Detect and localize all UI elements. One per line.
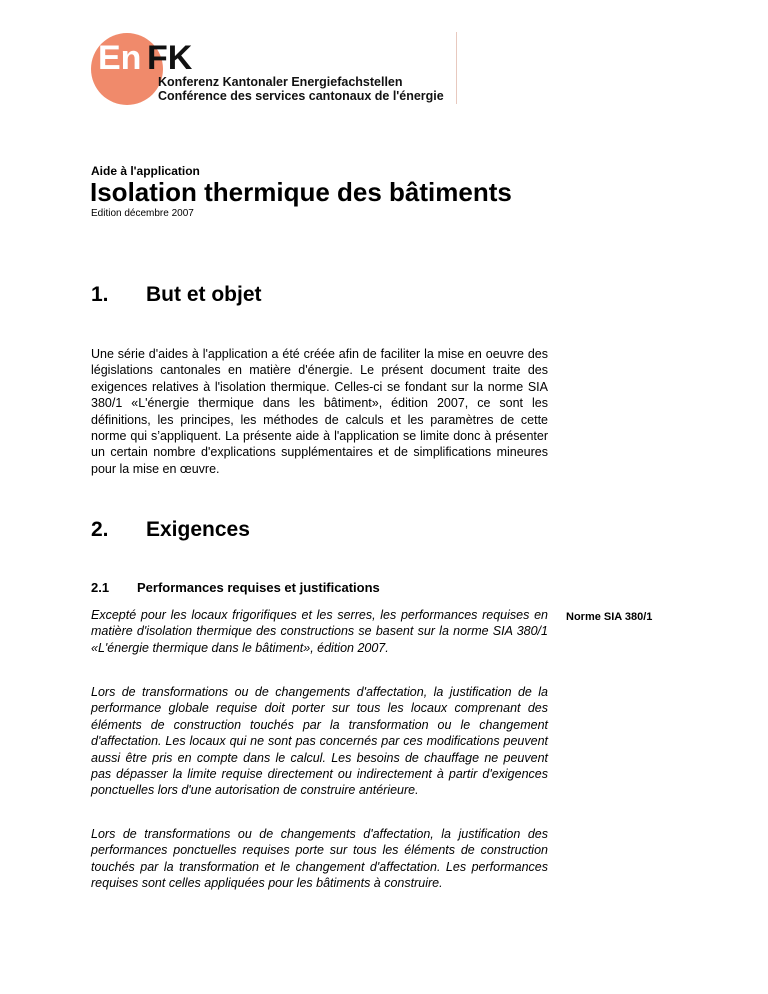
subsection-2-1-number: 2.1 xyxy=(91,580,110,595)
logo-mark-fk: FK xyxy=(147,39,193,77)
requirements-paragraph-3: Lors de transformations ou de changements d'affectation, la justification des performances ponctuelles requises porte sur tous les éléments de construction touchés par la transformation et le changement d'affectation. Les performances requises sont celles appliquées pour les bâtiments à construire. xyxy=(91,827,548,891)
section-2-number: 2. xyxy=(91,518,109,541)
logo-org-name-de: Konferenz Kantonaler Energiefachstellen xyxy=(158,75,403,89)
requirements-paragraph-2: Lors de transformations ou de changements d'affectation, la justification de la performance globale requise doit porter sur tous les locaux comprenant des éléments de construction touchés par la transformation ou le changement d'affectation. Les locaux qui ne sont pas concernés par ces modifications peuvent aussi être pris en compte dans le calcul. Les besoins de chauffage ne peuvent pas dépasser la limite requise directement ou indirectement à partir d'exigences ponctuelles lors d'une autorisation de construire antérieure. xyxy=(91,685,548,798)
subsection-2-1-title: Performances requises et justifications xyxy=(137,580,380,595)
margin-note: Norme SIA 380/1 xyxy=(566,611,653,623)
document-title: Isolation thermique des bâtiments xyxy=(90,177,512,207)
logo-mark-en: En xyxy=(98,39,142,77)
section-1-title: But et objet xyxy=(146,283,262,306)
logo-divider xyxy=(456,32,457,104)
logo-org-name-fr: Conférence des services cantonaux de l'énergie xyxy=(158,89,444,103)
edition-date: Edition décembre 2007 xyxy=(91,208,194,219)
section-1-number: 1. xyxy=(91,283,109,306)
document-supertitle: Aide à l'application xyxy=(91,164,200,178)
requirements-paragraph-1: Excepté pour les locaux frigorifiques et les serres, les performances requises en matière d'isolation thermique des constructions se basent sur la norme SIA 380/1 «L'énergie thermique dans le bâtiment», édition 2007. xyxy=(91,608,548,655)
section-2-title: Exigences xyxy=(146,518,250,541)
section-1-paragraph: Une série d'aides à l'application a été créée afin de faciliter la mise en oeuvre des législations cantonales en matière d'énergie. Le présent document traite des exigences relatives à l'isolation thermique. Celles-ci se fondant sur la norme SIA 380/1 «L'énergie thermique dans les bâtiment», édition 2007, ce sont les définitions, les principes, les méthodes de calculs et les paramètres de cette norme qui s’appliquent. La présente aide à l'application se limite donc à présenter un certain nombre d'explications supplémentaires et de simplifications mineures pour la mise en œuvre. xyxy=(91,347,548,476)
